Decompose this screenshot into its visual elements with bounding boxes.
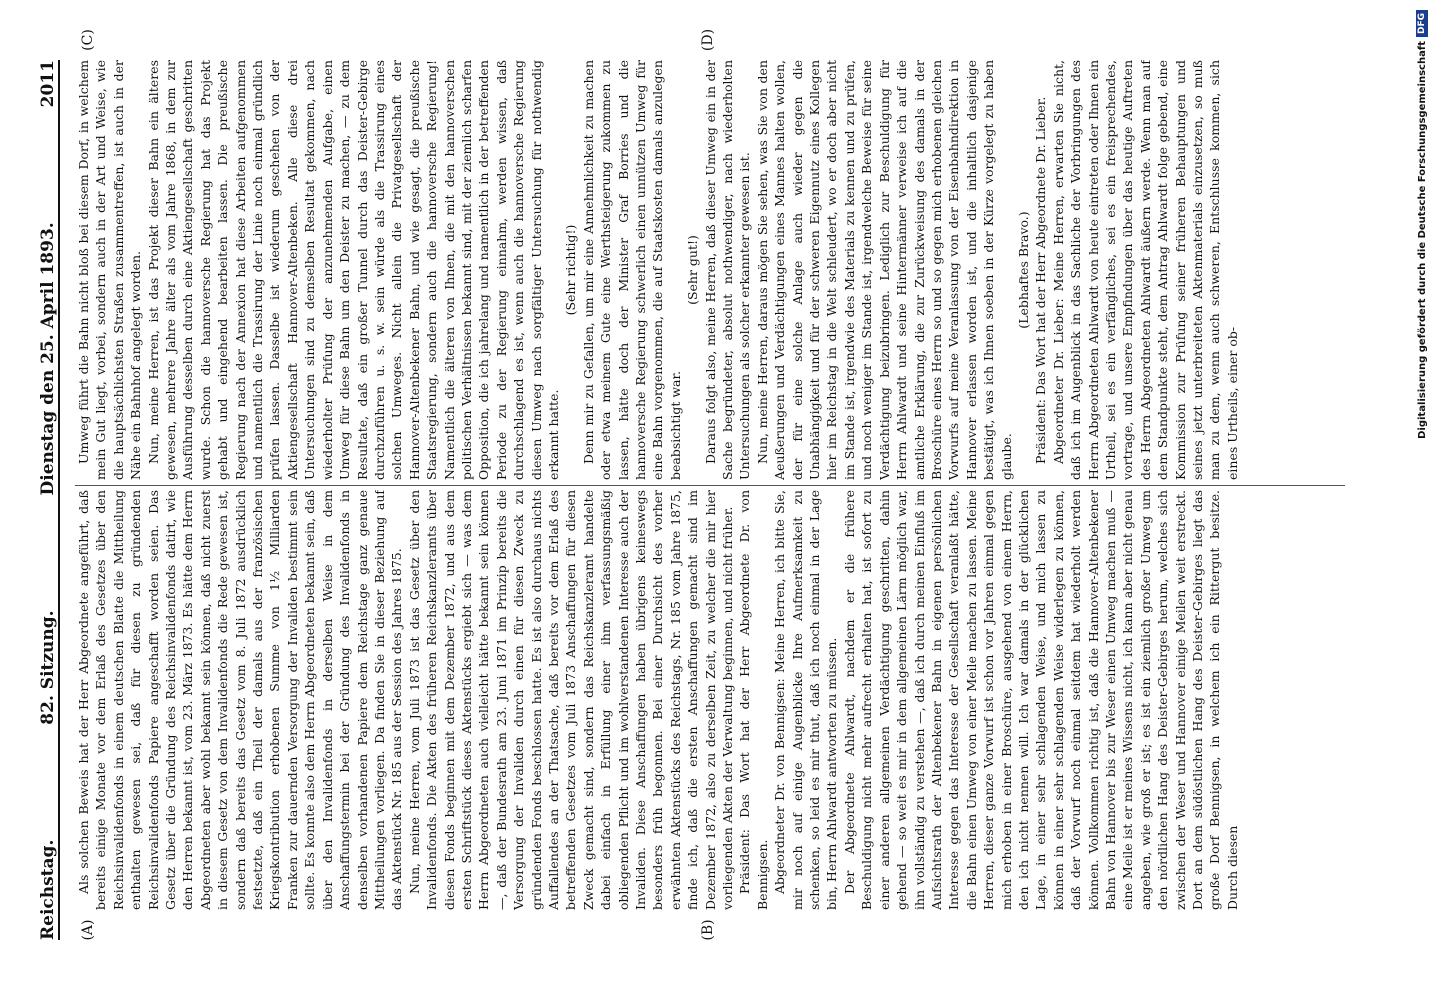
speaker-line: Präsident: Das Wort hat der Herr Abgeordnete Dr. von Bennigsen. bbox=[737, 490, 770, 910]
speaker-line: Präsident: Das Wort hat der Herr Abgeordnete Dr. Lieber. bbox=[1033, 96, 1049, 464]
margin-marker-c: (C) bbox=[80, 29, 96, 51]
paragraph: Daraus folgt also, meine Herren, daß dieser Umweg ein in der Sache begründeter, absolut nothwendiger, nach wiederholten Untersuchungen als solcher erkannter gewesen ist. bbox=[702, 60, 753, 480]
dfg-logo: DFG bbox=[1416, 10, 1428, 37]
page-header bbox=[18, 60, 60, 940]
header-session: 82. Sitzung. bbox=[38, 610, 58, 725]
left-column bbox=[75, 490, 1345, 910]
interjection: (Sehr richtig!) bbox=[563, 224, 579, 316]
header-reichstag: Reichstag. bbox=[38, 839, 58, 940]
margin-marker-d: (D) bbox=[700, 28, 716, 52]
right-column bbox=[75, 60, 1345, 480]
paragraph: Nun, meine Herren, daraus mögen Sie sehen, was Sie von den Aeußerungen und Verdächtigungen eines Mannes halten wollen, der für eine solche Anlage auch wieder gegen die Unabhängigkeit und für der schweren Eigennutz eines Kollegen hier im Reichstag in die Welt schleudert, wo er doch aber nicht im Stande ist, irgendwie des Materials zu kennen und zu prüfen, und noch weniger im Stande ist, irgendwelche Beweise für seine Verdächtigung beizubringen. Lediglich zur Beschuldigung für Herrn Ahlwardt und seine Hintermänner verweise ich auf die amtliche Erklärung, die zur Zurückweisung des damals in der Broschüre eines Herrn so und so gegen mich erhobenen gleichen Vorwurfs auf meine Veranlassung von der Eisenbahndirektion in Hannover erlassen worden ist, und die inhaltlich dasjenige bestätigt, was ich Ihnen soeben in der Kürze vorgelegt zu haben glaube. bbox=[754, 60, 1014, 480]
page-number: 2011 bbox=[38, 60, 58, 108]
margin-marker-a: (A) bbox=[80, 919, 96, 941]
paragraph: Denn mir zu Gefallen, um mir eine Annehmlichkeit zu machen oder etwa meinem Gute eine Werthsteigerung zukommen zu lassen, hätte doch der Minister Graf Borries und die hannoversche Regierung schwerlich einen unnützen Umweg für eine Bahn vorgenommen, die auf Staatskosten damals anzulegen beabsichtigt war. bbox=[580, 60, 683, 480]
paragraph: Umweg führt die Bahn nicht bloß bei diesem Dorf, in welchem mein Gut liegt, vorbei, sondern auch in der Art und Weise, wie die hauptsächlichsten Straßen zusammentreffen, ist auch in der Nähe ein Bahnhof angelegt worden. bbox=[76, 60, 144, 480]
header-date: Dienstag den 25. April 1893. bbox=[38, 222, 58, 496]
paragraph: Nun, meine Herren, ist das Projekt dieser Bahn ein älteres gewesen, mehrere Jahre älter als vom Jahre 1868, in dem zur Ausführung desselben durch eine Aktiengesellschaft geschritten wurde. Schon die hannoversche Regierung hat das Projekt gehabt und eingehend bearbeiten lassen. Die preußische Regierung nach der Annexion hat diese Arbeiten aufgenommen und namentlich die Trassirung der Linie noch einmal gründlich prüfen lassen. Dasselbe ist wiederum geschehen von der Aktiengesellschaft Hannover-Altenbeken. Alle diese drei Untersuchungen sind zu demselben Resultat gekommen, nach wiederholter Prüfung der anzunehmenden Aufgabe, einen Umweg für diese Bahn um den Deister zu machen, — zu dem Resultate, daß ein großer Tunnel durch das Deister-Gebirge durchzuführen u. s. w. sein würde als die Trassirung eines solchen Umweges. Nicht allein die Privatgesellschaft der Hannover-Altenbekener Bahn, und wie gesagt, die preußische Staatsregierung, sondern auch die hannoversche Regierung! Namentlich die älteren von Ihnen, die mit den hannoverschen politischen Verhältnissen bekannt sind, mit der ziemlich scharfen Opposition, die ich jahrelang und namentlich in der betreffenden Periode zu der Regierung einnahm, werden wissen, daß durchschlagend es ist, wenn auch die hannoversche Regierung diesen Umweg nach sorgfältiger Untersuchung für nothwendig erkannt hatte. bbox=[145, 60, 561, 480]
speaker-line: Abgeordneter Dr. von Bennigsen: Meine Herren, ich bitte Sie, mir noch auf einige Augenblicke Ihre Aufmerksamkeit zu schenken, so leid es mir thut, daß ich noch einmal in der Lage bin, Herrn Ahlwardt antworten zu müssen. bbox=[772, 490, 840, 910]
paragraph: Abgeordneter Dr. Lieber: Meine Herren, erwarten Sie nicht, daß ich im Augenblick in das Sachliche der Vorbringungen des Herrn Abgeordneten Ahlwardt von heute eintreten oder Ihnen ein Urtheil, sei es ein verfängliches, sei es ein freisprechendes, vortrage, und unsere Empfindungen über das heutige Auftreten des Herrn Abgeordneten Ahlwardt äußern werde. Wenn man auf dem Standpunkte steht, dem Antrag Ahlwardt folge gebend, eine Kommission zur Prüfung seiner früheren Behauptungen und seines jetzt unterbreiteten Aktenmaterials einzusetzen, so muß man zu dem, wenn auch schweren, Entschlusse kommen, sich eines Urtheils, einer ob- bbox=[1050, 60, 1240, 480]
digitization-credit bbox=[1410, 0, 1432, 1000]
paragraph: Als solchen Beweis hat der Herr Abgeordnete angeführt, daß bereits einige Monate vor dem Erlaß des Gesetzes über den Reichsinvalidenfonds in einem deutschen Blatte die Mittheilung enthalten gewesen sei, daß für diesen zu gründenden Reichsinvalidenfonds Papiere angeschafft worden seien. Das Gesetz über die Gründung des Reichsinvalidenfonds datirt, wie den Herren bekannt ist, vom 23. März 1873. Es hätte dem Herrn Abgeordneten aber wohl bekannt sein können, daß nicht zuerst in diesem Gesetz von dem Invalidenfonds die Rede gewesen ist, sondern daß bereits das Gesetz vom 8. Juli 1872 ausdrücklich festsetzte, daß ein Theil der damals aus der französischen Kriegskontribution erhobenen Summe von 1½ Milliarden Franken zur dauernden Versorgung der Invaliden bestimmt sein sollte. Es konnte also dem Herrn Abgeordneten bekannt sein, daß über den Invalidenfonds in derselben Weise in dem Anschaffungstermin bei der Gründung des Invalidenfonds in denselben vorhandenen Papiere dem Reichstage ganz genaue Mittheilungen vorliegen. Da finden Sie in dieser Beziehung auf das Aktenstück Nr. 185 aus der Session des Jahres 1875. bbox=[76, 490, 405, 910]
column-divider bbox=[75, 485, 1345, 486]
interjection: (Lebhaftes Bravo.) bbox=[1015, 211, 1031, 329]
paragraph: Der Abgeordnete Ahlwardt, nachdem er die frühere Beschuldigung nicht mehr aufrecht erhalten hat, ist sofort zu einer anderen allgemeinen Verdächtigung geschritten, dahin gehend — so weit es mir in dem allgemeinen Lärm möglich war, ihn vollständig zu verstehen —, daß ich durch meinen Einfluß im Aufsichtsrath der Altenbekener Bahn in eigenen persönlichen Interesse gegen das Interesse der Gesellschaft veranlaßt hätte, die Bahn einen Umweg von einer Meile machen zu lassen. Meine Herren, dieser ganze Vorwurf ist schon vor Jahren einmal gegen mich erhoben in einer Broschüre, ausgehend von einem Herrn, den ich nicht nennen will. Ich war damals in der glücklichen Lage, in einer sehr schlagenden Weise, und mich lassen zu können in einer sehr schlagenden Weise widerlegen zu können, daß der Vorwurf noch einmal seitdem hat wiederholt werden können. Vollkommen richtig ist, daß die Hannover-Altenbekener Bahn von Hannover bis zur Weser einen Umweg machen muß — eine Meile ist er meines Wissens nicht, ich kann aber nicht genau angeben, wie groß er ist; es ist ein ziemlich großer Umweg um den nördlichen Hang des Deister-Gebirges herum, welches sich zwischen der Weser und Hannover einige Meilen weit erstreckt. Dort an dem südöstlichen Hang des Deister-Gebirges liegt das große Dorf Bennigsen, in welchem ich ein Rittergut besitze. Durch diesen bbox=[841, 490, 1240, 910]
digitization-sidebar bbox=[1408, 0, 1432, 1000]
paragraph: Nun, meine Herren, vom Juli 1873 ist das Gesetz über den Invalidenfonds. Die Akten des früheren Reichskanzleramts über diesen Fonds beginnen mit dem Dezember 1872, und aus dem ersten Schriftstück dieses Aktenstücks ergiebt sich — was dem Herrn Abgeordneten auch vielleicht hätte bekannt sein können —, daß der Bundesrath am 23. Juni 1871 im Prinzip bereits die Versorgung der Invaliden durch einen für diesen Zweck zu gründenden Fonds beschlossen hatte. Es ist also durchaus nichts Auffallendes an der Thatsache, daß bereits vor dem Erlaß des betreffenden Gesetzes vom Juli 1873 Anschaffungen für diesen Zweck gemacht sind, sondern das Reichskanzleramt handelte dabei einfach in Erfüllung einer ihm verfassungsmäßig obliegenden Pflicht und im wohlverstandenen Interesse auch der Invaliden. Diese Anschaffungen haben übrigens keineswegs besonders früh begonnen. Bei einer Durchsicht des vorher erwähnten Aktenstücks des Reichstags, Nr. 185 vom Jahre 1875, finde ich, daß die ersten Anschaffungen gemacht sind im Dezember 1872, also zu derselben Zeit, zu welcher die mir hier vorliegenden Akten der Verwaltung beginnen, und nicht früher. bbox=[406, 490, 736, 910]
margin-marker-b: (B) bbox=[700, 919, 716, 941]
interjection: (Sehr gut!) bbox=[685, 235, 701, 305]
digitization-credit-text: Digitalisierung gefördert durch die Deutsche Forschungsgemeinschaft bbox=[1416, 41, 1428, 439]
